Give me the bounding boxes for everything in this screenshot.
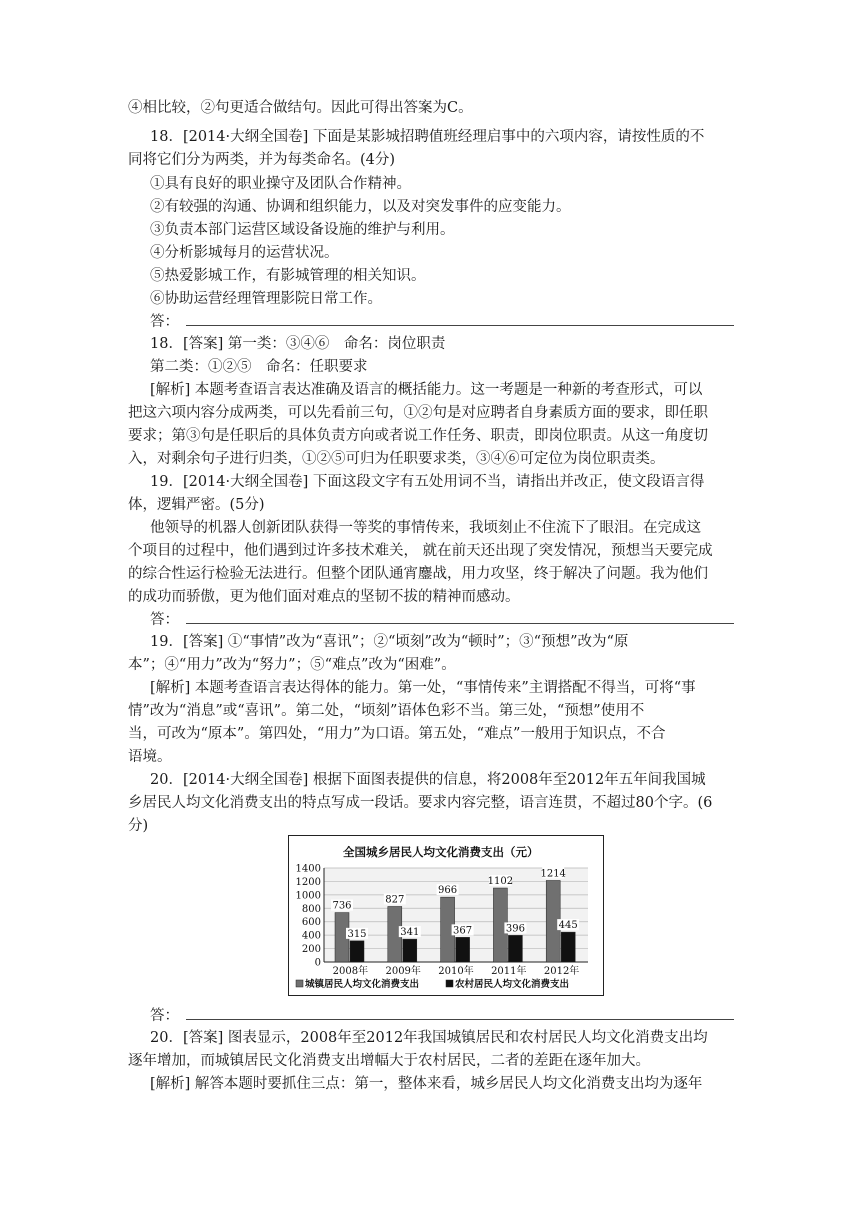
q18-answer: 18．[答案] 第一类：③④⑥ 命名：岗位职责 xyxy=(150,336,446,352)
q19-passage: 他领导的机器人创新团队获得一等奖的事情传来，我顷刻止不住流下了眼泪。在完成这 xyxy=(150,520,701,536)
y-tick-label: 400 xyxy=(301,930,321,942)
y-tick-label: 1000 xyxy=(295,890,321,902)
data-label: 445 xyxy=(558,920,578,932)
q18-item: ③负责本部门运营区域设备设施的维护与利用。 xyxy=(150,222,455,238)
q18-item: ④分析影城每月的运营状况。 xyxy=(150,245,339,261)
answer-line xyxy=(186,1019,734,1020)
q20-answer: 20．[答案] 图表显示，2008年至2012年我国城镇居民和农村居民人均文化消费支出均 xyxy=(150,1030,708,1046)
answer-prompt: 答： xyxy=(150,612,179,628)
y-tick-label: 0 xyxy=(314,957,321,969)
q19-stem-cont: 体，逻辑严密。(5分) xyxy=(128,497,265,513)
x-tick-label: 2008年 xyxy=(332,966,369,977)
rural-bar xyxy=(350,941,364,962)
data-label: 315 xyxy=(347,928,367,940)
q18-analysis: 入，对剩余句子进行归类，①②⑤可归为任职要求类，③④⑥可定位为岗位职责类。 xyxy=(128,451,665,467)
q19-stem: 19．[2014·大纲全国卷] 下面这段文字有五处用词不当，请指出并改正，使文段语言得 xyxy=(150,474,705,490)
x-tick-label: 2010年 xyxy=(438,966,474,977)
data-label: 1214 xyxy=(540,868,566,880)
data-label: 827 xyxy=(385,894,405,906)
q20-stem: 分) xyxy=(128,818,149,834)
x-tick-label: 2009年 xyxy=(385,966,421,977)
legend-label: 城镇居民人均文化消费支出 xyxy=(305,979,420,990)
answer-line xyxy=(186,325,734,326)
q19-analysis: 语境。 xyxy=(128,749,172,765)
data-label: 396 xyxy=(505,923,525,935)
q18-analysis: [解析] 本题考查语言表达准确及语言的概括能力。这一考题是一种新的考查形式，可以 xyxy=(150,382,703,398)
legend-swatch xyxy=(296,980,303,987)
rural-bar xyxy=(561,932,575,962)
legend-label: 农村居民人均文化消费支出 xyxy=(455,979,570,990)
y-tick-label: 800 xyxy=(301,903,321,915)
rural-bar xyxy=(456,937,470,962)
rural-bar xyxy=(508,935,522,962)
q18-item: ②有较强的沟通、协调和组织能力，以及对突发事件的应变能力。 xyxy=(150,199,571,215)
q18-answer-cont: 第二类：①②⑤ 命名：任职要求 xyxy=(150,359,368,375)
y-tick-label: 1400 xyxy=(295,863,321,875)
q19-analysis: [解析] 本题考查语言表达得体的能力。第一处，“事情传来”主谓搭配不得当，可将“事 xyxy=(150,680,696,696)
q19-answer: 本”；④“用力”改为“努力”；⑤“难点”改为“困难”。 xyxy=(128,657,456,673)
q18-stem: 18．[2014·大纲全国卷] 下面是某影城招聘值班经理启事中的六项内容，请按性质的不 xyxy=(150,129,705,145)
q18-item: ①具有良好的职业操守及团队合作精神。 xyxy=(150,176,411,192)
q18-item: ⑥协助运营经理管理影院日常工作。 xyxy=(150,291,382,307)
legend-swatch xyxy=(446,980,453,987)
x-tick-label: 2011年 xyxy=(491,966,527,977)
q19-passage: 的成功而骄傲，更为他们面对难点的坚韧不拔的精神而感动。 xyxy=(128,589,520,605)
q17-tail: ④相比较，②句更适合做结句。因此可得出答案为C。 xyxy=(128,100,473,116)
data-label: 367 xyxy=(453,925,473,937)
q20-answer: 逐年增加，而城镇居民文化消费支出增幅大于农村居民，二者的差距在逐年加大。 xyxy=(128,1053,650,1069)
x-tick-label: 2012年 xyxy=(543,966,580,977)
answer-line xyxy=(186,623,734,624)
q19-passage: 个项目的过程中，他们遇到过许多技术难关， 就在前天还出现了突发情况，预想当天要完成 xyxy=(128,543,713,559)
chart-title: 全国城乡居民人均文化消费支出（元） xyxy=(343,845,539,859)
data-label: 341 xyxy=(400,927,420,939)
q19-passage: 的综合性运行检验无法进行。但整个团队通宵鏖战，用力攻坚，终于解决了问题。我为他们 xyxy=(128,566,708,582)
data-label: 966 xyxy=(438,885,458,897)
q19-answer: 19．[答案] ①“事情”改为“喜讯”；②“顷刻”改为“顿时”；③“预想”改为“原 xyxy=(150,634,629,650)
data-label: 736 xyxy=(332,900,352,912)
q18-analysis: 要求；第③句是任职后的具体负责方向或者说工作任务、职责，即岗位职责。从这一角度切 xyxy=(128,428,708,444)
answer-prompt: 答： xyxy=(150,1008,179,1024)
q19-analysis: 情”改为“消息”或“喜讯”。第二处，“顷刻”语体色彩不当。第三处，“预想”使用不 xyxy=(128,703,645,719)
y-tick-label: 600 xyxy=(301,917,321,929)
q20-analysis: [解析] 解答本题时要抓住三点：第一，整体来看，城乡居民人均文化消费支出均为逐年 xyxy=(150,1076,703,1092)
q20-stem: 20．[2014·大纲全国卷] 根据下面图表提供的信息，将2008年至2012年五年间我国城 xyxy=(150,772,706,788)
q19-analysis: 当，可改为“原本”。第四处，“用力”为口语。第五处，“难点”一般用于知识点，不合 xyxy=(128,726,666,742)
data-label: 1102 xyxy=(487,876,514,888)
answer-prompt: 答： xyxy=(150,314,179,330)
q18-analysis: 把这六项内容分成两类，可以先看前三句，①②句是对应聘者自身素质方面的要求，即任职 xyxy=(128,405,708,421)
bar-chart xyxy=(288,835,604,996)
y-tick-label: 200 xyxy=(301,944,321,956)
rural-bar xyxy=(403,939,417,962)
q18-stem-cont: 同将它们分为两类，并为每类命名。(4分) xyxy=(128,152,396,168)
y-tick-label: 1200 xyxy=(295,876,321,888)
q20-stem: 乡居民人均文化消费支出的特点写成一段话。要求内容完整，语言连贯，不超过80个字。(6 xyxy=(128,795,713,811)
q18-item: ⑤热爱影城工作，有影城管理的相关知识。 xyxy=(150,268,426,284)
culture-spending-chart xyxy=(288,835,604,996)
